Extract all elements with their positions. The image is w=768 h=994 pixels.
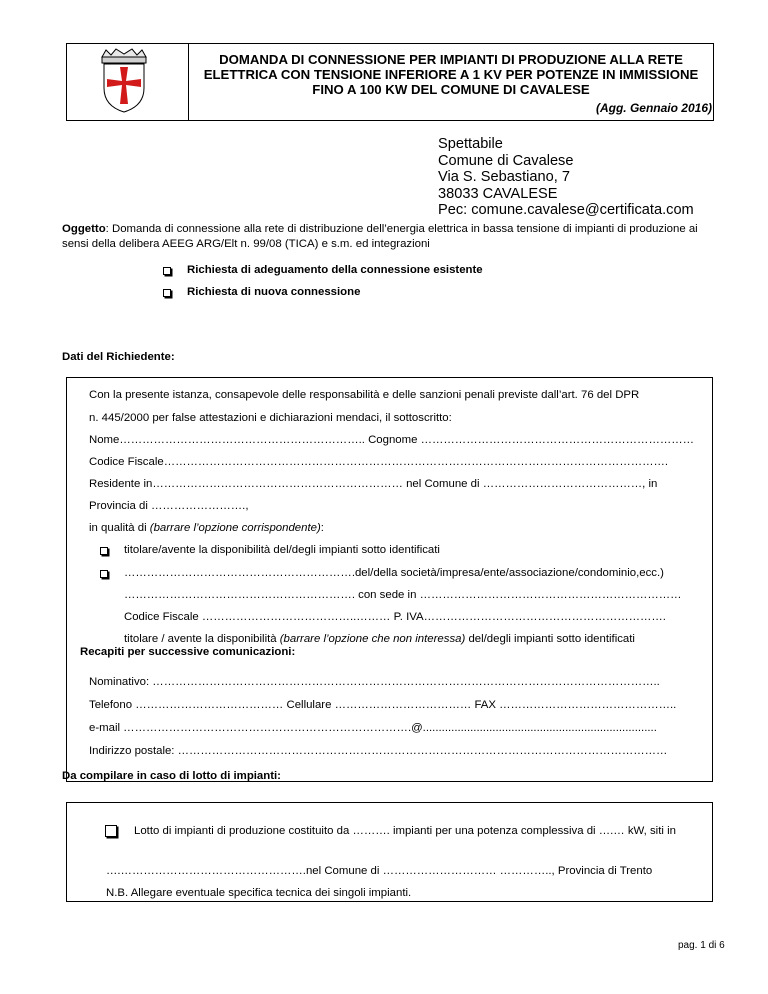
indirizzo-field[interactable]: Indirizzo postale: ………………………………………………………………………………………………………………… [89, 745, 668, 757]
recipient-address [438, 136, 694, 219]
residenza-field[interactable]: Residente in………………………………………………………… nel Comune di ……………………………………, in [89, 478, 658, 490]
municipal-crest-icon [96, 48, 152, 114]
recipient-line: Via S. Sebastiano, 7 [438, 169, 570, 185]
qualita-option-titolare-label: titolare/avente la disponibilità del/degli impianti sotto identificati [124, 544, 440, 556]
checkbox-icon[interactable] [163, 289, 171, 297]
email-field[interactable]: e-mail ………………………………………………………………….@.......................................................................... [89, 722, 657, 734]
section-heading-recapiti: Recapiti per successive comunicazioni: [80, 646, 296, 658]
qualita-line [89, 522, 324, 534]
qualita-colon: : [320, 522, 324, 534]
section-heading-lotto: Da compilare in caso di lotto di impianti: [62, 770, 281, 782]
nominativo-field[interactable]: Nominativo: …………………………………………………………………………………………………………………….. [89, 676, 660, 688]
update-date: (Agg. Gennaio 2016) [595, 101, 712, 115]
recipient-line: Spettabile [438, 136, 503, 152]
subject-paragraph [62, 222, 710, 252]
option-adeguamento-label: Richiesta di adeguamento della connessione esistente [187, 264, 483, 276]
option-nuova-label: Richiesta di nuova connessione [187, 286, 361, 298]
subject-text: : Domanda di connessione alla rete di distribuzione dell’energia elettrica in bassa tensione di impianti di produzione ai sensi della delibera AEEG ARG/Elt n. 99/08 (TICA) e s.m. ed integrazioni [62, 223, 698, 250]
intro-line-2: n. 445/2000 per false attestazioni e dichiarazioni mendaci, il sottoscritto: [89, 412, 452, 424]
provincia-field[interactable]: Provincia di ……………………., [89, 500, 249, 512]
recipient-line: Comune di Cavalese [438, 152, 574, 169]
checkbox-icon[interactable] [100, 547, 108, 555]
nome-cognome-field[interactable]: Nome……………………………………………………….. Cognome ……………………………………………………………… [89, 434, 695, 446]
titolare-note-text: titolare / avente la disponibilità [124, 633, 280, 645]
header-divider [188, 43, 189, 121]
qualita-italic: (barrare l’opzione corrispondente) [149, 522, 321, 534]
page-number: pag. 1 di 6 [678, 940, 725, 951]
document-title: DOMANDA DI CONNESSIONE PER IMPIANTI DI PRODUZIONE ALLA RETE ELETTRICA CON TENSIONE INFERIORE A 1 KV PER POTENZE IN IMMISSIONE FINO A 100 KW DEL COMUNE DI CAVALESE [203, 52, 699, 97]
sede-field[interactable]: ……………………………………………………. con sede in …………………………………………………………… [124, 589, 682, 601]
lotto-note: N.B. Allegare eventuale specifica tecnica dei singoli impianti. [106, 887, 412, 899]
subject-label: Oggetto [62, 223, 106, 235]
telefono-field[interactable]: Telefono ………………………………… Cellulare ……………………………… FAX ……………………………………….. [89, 699, 677, 711]
checkbox-icon[interactable] [163, 267, 171, 275]
qualita-text: in qualità di [89, 522, 150, 534]
lotto-line-2[interactable]: ….………………………………………….nel Comune di ………………………… ………….., Provincia di Trento [106, 865, 653, 877]
titolare-note [124, 633, 635, 645]
codice-fiscale-field[interactable]: Codice Fiscale……………………………………………………………………………………………………………………. [89, 456, 669, 468]
titolare-note-tail: del/degli impianti sotto identificati [465, 633, 635, 645]
lotto-line-1[interactable]: Lotto di impianti di produzione costituito da ………. impianti per una potenza complessiva di ….… kW, siti in [134, 825, 676, 837]
intro-line-1: Con la presente istanza, consapevole delle responsabilità e delle sanzioni penali previste dall’art. 76 del DPR [89, 389, 640, 401]
checkbox-icon[interactable] [100, 570, 108, 578]
section-heading-richiedente: Dati del Richiedente: [62, 351, 175, 363]
cf-piva-field[interactable]: Codice Fiscale …………………………………..……… P. IVA………………………………………………………. [124, 611, 666, 623]
qualita-option-societa-label: …………………………………………………….del/della società/impresa/ente/associazione/condominio,ecc.) [124, 567, 664, 579]
lotto-checkbox-icon[interactable] [105, 825, 117, 837]
recipient-line: 38033 CAVALESE [438, 185, 558, 202]
recipient-pec: Pec: comune.cavalese@certificata.com [438, 202, 694, 218]
titolare-note-italic: (barrare l’opzione che non interessa) [279, 633, 466, 645]
